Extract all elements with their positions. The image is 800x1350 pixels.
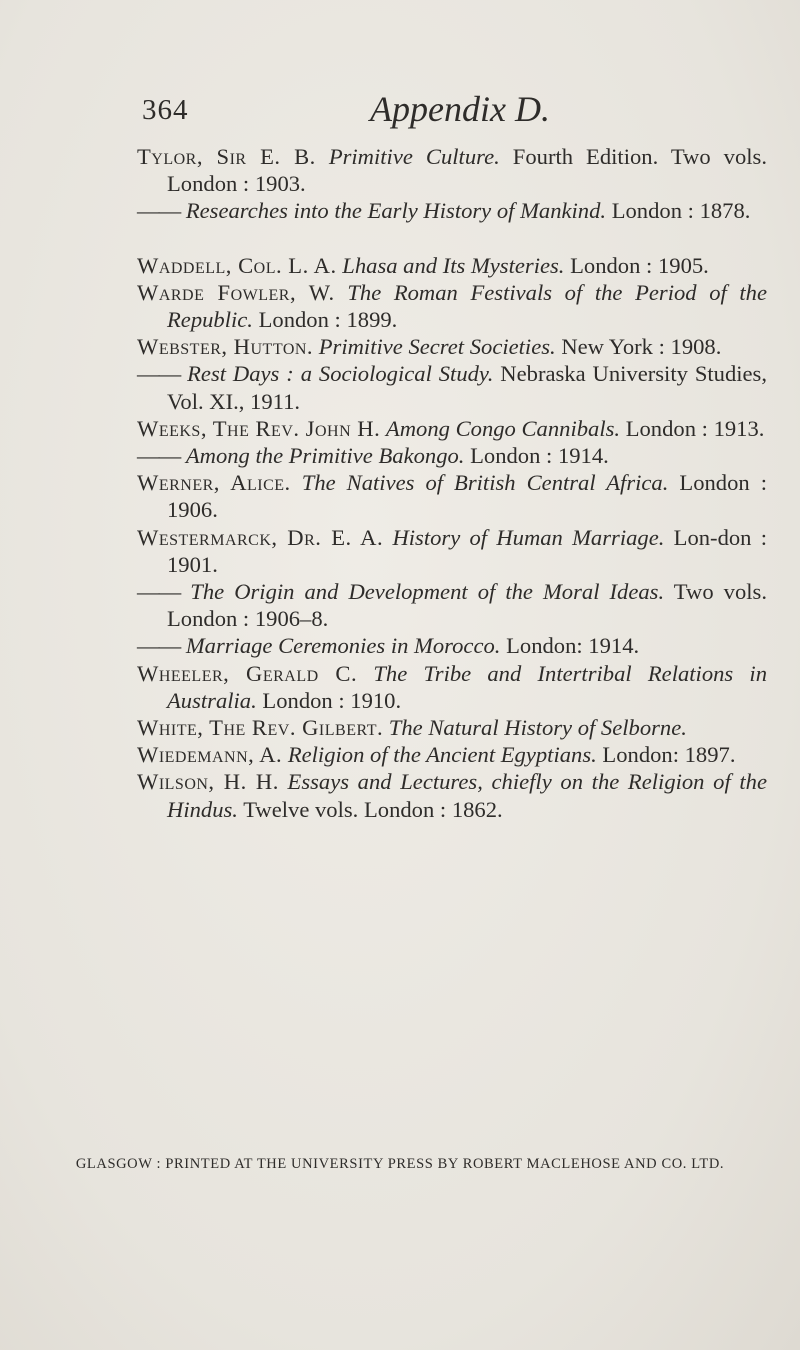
bibliography-entry [137, 197, 767, 224]
entry-imprint: London: 1897. [602, 742, 736, 768]
entry-imprint: London : 1899. [258, 307, 398, 333]
bibliography-entry [137, 768, 767, 822]
entry-author: Wiedemann, A. [137, 742, 283, 768]
entry-imprint: London : 1914. [470, 443, 609, 469]
entry-title: Among the Primitive Bakongo. [185, 443, 465, 469]
bibliography-entry [137, 252, 767, 279]
bibliography-entry [137, 660, 767, 714]
bibliography-entry [137, 714, 767, 741]
printer-imprint: GLASGOW : PRINTED AT THE UNIVERSITY PRESS BY ROBERT MACLEHOSE AND CO. LTD. [75, 1156, 725, 1172]
entry-author: Weeks, The Rev. John H. [137, 415, 381, 441]
bibliography-entry [137, 442, 767, 469]
entry-title: Primitive Secret Societies. [318, 334, 556, 360]
entry-author: Webster, Hutton. [137, 334, 314, 360]
entry-title: Religion of the Ancient Egyptians. [287, 742, 597, 768]
entry-title: Primitive Culture. [328, 144, 500, 169]
entry-title: The Roman Festivals of the Period of the Republic. [167, 279, 767, 333]
bibliography-entry [137, 415, 767, 442]
entry-title: Lhasa and Its Mysteries. [342, 252, 565, 278]
bibliography-list [137, 143, 767, 823]
bibliography-entry [137, 279, 767, 333]
page-number: 364 [142, 94, 189, 126]
entry-author: —— [137, 361, 181, 387]
entry-title: Among Congo Cannibals. [385, 415, 621, 441]
entry-author: —— [137, 198, 181, 224]
entry-imprint: London: 1914. [506, 633, 640, 659]
entry-title: The Natural History of Selborne. [388, 715, 687, 741]
entry-title: The Origin and Development of the Moral Ideas. [190, 579, 665, 605]
entry-imprint: London : 1906. [167, 470, 767, 523]
entry-title: Rest Days : a Sociological Study. [187, 361, 494, 387]
entry-title: The Natives of British Central Africa. [301, 470, 669, 496]
entry-author: Werner, Alice. [137, 470, 291, 496]
bibliography-entry [137, 469, 767, 523]
bibliography-entry [137, 741, 767, 768]
entry-imprint: London : 1905. [570, 252, 709, 278]
page-header [0, 88, 800, 138]
entry-imprint: London : 1878. [611, 198, 751, 224]
entry-author: Westermarck, Dr. E. A. [137, 524, 384, 550]
bibliography-entry [137, 333, 767, 360]
entry-author: Wheeler, Gerald C. [137, 660, 358, 686]
entry-title: The Tribe and Intertribal Relations in Australia. [167, 660, 767, 713]
bibliography-entry [137, 360, 767, 414]
entry-author: Warde Fowler, W. [137, 279, 335, 305]
entry-imprint: London : 1910. [262, 687, 402, 713]
entry-imprint: Twelve vols. London : 1862. [243, 796, 503, 822]
entry-author: —— [137, 633, 181, 659]
entry-imprint: Lon-don : 1901. [167, 524, 768, 577]
entry-author: Waddell, Col. L. A. [137, 252, 337, 278]
entry-author: —— [137, 443, 181, 469]
entry-author: Wilson, H. H. [137, 769, 279, 795]
bibliography-entry [137, 578, 767, 632]
running-title: Appendix D. [370, 89, 550, 129]
bibliography-entry [137, 143, 767, 197]
entry-title: Marriage Ceremonies in Morocco. [185, 633, 501, 659]
bibliography-entry [137, 524, 767, 578]
entry-title: Essays and Lectures, chiefly on the Religion of the Hindus. [167, 769, 767, 822]
entry-imprint: New York : 1908. [561, 334, 722, 360]
entry-title: History of Human Marriage. [392, 524, 665, 550]
entry-imprint: Two vols. London : 1906–8. [167, 579, 767, 632]
entry-author: Tylor, Sir E. B. [137, 144, 316, 169]
entry-imprint: Nebraska University Studies, Vol. XI., 1911. [167, 361, 767, 414]
entry-title: Researches into the Early History of Mankind. [185, 198, 607, 224]
entry-author: White, The Rev. Gilbert. [137, 715, 384, 741]
entry-author: —— [137, 579, 181, 605]
bibliography-entry [137, 632, 767, 659]
entry-imprint: London : 1913. [625, 415, 765, 441]
entry-imprint: Fourth Edition. Two vols. London : 1903. [167, 144, 767, 197]
